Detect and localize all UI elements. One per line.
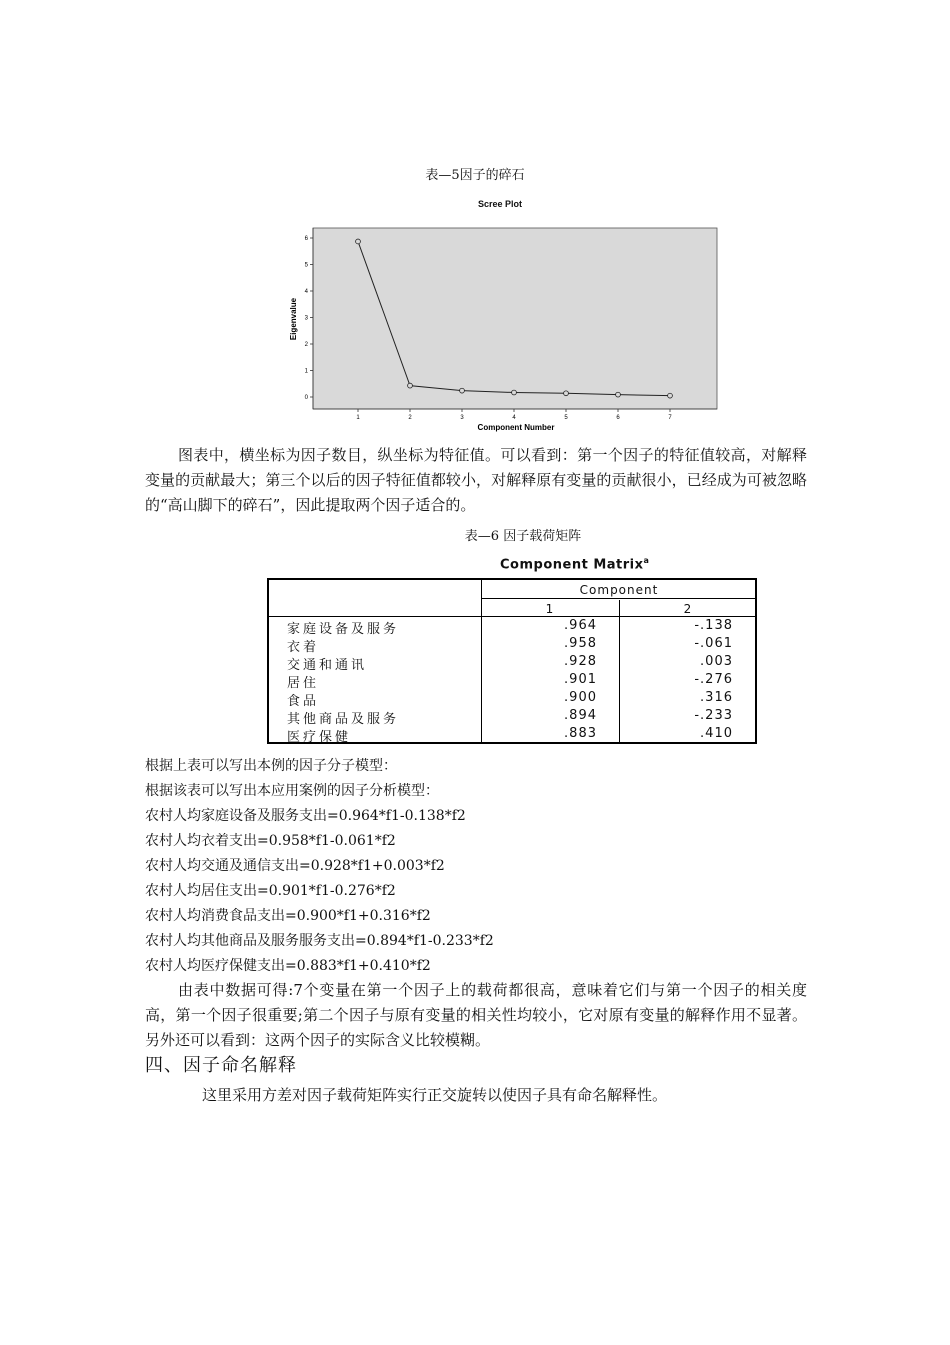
loading-c1: .928 bbox=[564, 654, 597, 669]
paragraph-text: 图表中，横坐标为因子数目，纵坐标为特征值。可以看到：第一个因子的特征值较高，对解释变量的贡献最大；第三个以后的因子特征值都较小，对解释原有变量的贡献很小，已经成为可被忽略的“高山脚下的碎石”，因此提取两个因子适合的。 bbox=[145, 446, 807, 514]
table-row bbox=[269, 654, 755, 672]
x-tick-label: 3 bbox=[460, 415, 464, 421]
row-label: 交通和通讯 bbox=[287, 658, 368, 673]
row-label: 食品 bbox=[287, 694, 320, 709]
loading-c2: -.138 bbox=[694, 618, 733, 633]
y-tick-label: 1 bbox=[304, 368, 308, 375]
loading-c2: .003 bbox=[700, 654, 733, 669]
data-point-3 bbox=[460, 388, 465, 393]
loading-c2: .316 bbox=[700, 690, 733, 705]
model-line: 农村人均其他商品及服务服务支出=0.894*f1-0.233*f2 bbox=[145, 933, 494, 949]
row-label: 其他商品及服务 bbox=[287, 712, 400, 727]
model-line: 根据该表可以写出本应用案例的因子分析模型： bbox=[145, 783, 439, 799]
model-line: 根据上表可以写出本例的因子分子模型： bbox=[145, 758, 397, 774]
matrix-title-text: Component Matrix bbox=[500, 557, 644, 573]
factor-model-equations bbox=[145, 754, 845, 979]
matrix-title-superscript: a bbox=[643, 556, 650, 565]
row-label: 家庭设备及服务 bbox=[287, 622, 400, 637]
x-tick-label: 7 bbox=[668, 415, 672, 421]
loading-c1: .900 bbox=[564, 690, 597, 705]
scree-plot bbox=[280, 222, 730, 437]
y-tick-label: 4 bbox=[304, 289, 308, 295]
y-axis-label: Eigenvalue bbox=[289, 297, 298, 341]
loading-c2: .410 bbox=[700, 726, 733, 741]
paragraph-text: 由表中数据可得:7个变量在第一个因子上的载荷都很高，意味着它们与第一个因子的相关度高，第一个因子很重要;第二个因子与原有变量的相关性均较小，它对原有变量的解释作用不显著。另外还可以看到：这两个因子的实际含义比较模糊。 bbox=[145, 981, 807, 1049]
x-tick-label: 6 bbox=[616, 415, 620, 421]
row-label: 医疗保健 bbox=[287, 730, 352, 745]
loading-c1: .958 bbox=[564, 636, 597, 651]
y-tick-label: 3 bbox=[304, 315, 308, 322]
x-tick-label: 2 bbox=[408, 415, 412, 421]
chart-title: Scree Plot bbox=[477, 199, 523, 209]
data-point-6 bbox=[616, 392, 621, 397]
col-header-1: 1 bbox=[545, 602, 555, 616]
col-header-2: 2 bbox=[683, 602, 693, 616]
model-line: 农村人均消费食品支出=0.900*f1+0.316*f2 bbox=[145, 908, 431, 924]
loading-c2: -.276 bbox=[694, 672, 733, 687]
data-point-2 bbox=[408, 383, 413, 388]
x-tick-label: 4 bbox=[512, 415, 516, 421]
data-point-1 bbox=[356, 239, 361, 244]
header-bottom-rule bbox=[269, 616, 755, 617]
table-row bbox=[269, 618, 755, 636]
matrix-title bbox=[500, 556, 649, 572]
row-label: 衣着 bbox=[287, 640, 320, 655]
loading-c2: -.061 bbox=[694, 636, 733, 651]
model-line: 农村人均医疗保健支出=0.883*f1+0.410*f2 bbox=[145, 958, 431, 974]
y-tick-label: 5 bbox=[304, 262, 308, 269]
table-row bbox=[269, 708, 755, 726]
model-line: 农村人均家庭设备及服务支出=0.964*f1-0.138*f2 bbox=[145, 808, 466, 824]
component-matrix-table bbox=[267, 578, 757, 744]
paragraph-scree-explanation bbox=[145, 443, 807, 518]
model-line: 农村人均衣着支出=0.958*f1-0.061*f2 bbox=[145, 833, 396, 849]
loading-c1: .964 bbox=[564, 618, 597, 633]
y-tick-label: 0 bbox=[304, 395, 308, 401]
table-row bbox=[269, 690, 755, 708]
paragraph-interpretation bbox=[145, 978, 807, 1053]
model-line: 农村人均交通及通信支出=0.928*f1+0.003*f2 bbox=[145, 858, 445, 874]
loading-c1: .901 bbox=[564, 672, 597, 687]
table-row bbox=[269, 726, 755, 744]
y-tick-label: 2 bbox=[304, 342, 308, 348]
loading-c1: .883 bbox=[564, 726, 597, 741]
data-point-7 bbox=[668, 393, 673, 398]
x-tick-label: 5 bbox=[564, 415, 568, 421]
group-header: Component bbox=[579, 583, 659, 597]
section-title: 四、因子命名解释 bbox=[145, 1055, 297, 1076]
figure-caption: 表—5因子的碎石 bbox=[425, 168, 525, 183]
table-row bbox=[269, 636, 755, 654]
table-caption: 表—6 因子载荷矩阵 bbox=[464, 529, 582, 544]
x-tick-label: 1 bbox=[356, 415, 360, 421]
loading-c2: -.233 bbox=[694, 708, 733, 723]
x-axis-label: Component Number bbox=[477, 423, 555, 432]
data-point-4 bbox=[512, 390, 517, 395]
y-tick-label: 6 bbox=[304, 236, 308, 242]
data-point-5 bbox=[564, 391, 569, 396]
row-label: 居住 bbox=[287, 676, 320, 691]
table-row bbox=[269, 672, 755, 690]
loading-c1: .894 bbox=[564, 708, 597, 723]
plot-background bbox=[313, 228, 717, 409]
model-line: 农村人均居住支出=0.901*f1-0.276*f2 bbox=[145, 883, 396, 899]
header-divider bbox=[481, 598, 755, 599]
paragraph-rotation: 这里采用方差对因子载荷矩阵实行正交旋转以使因子具有命名解释性。 bbox=[202, 1086, 668, 1104]
